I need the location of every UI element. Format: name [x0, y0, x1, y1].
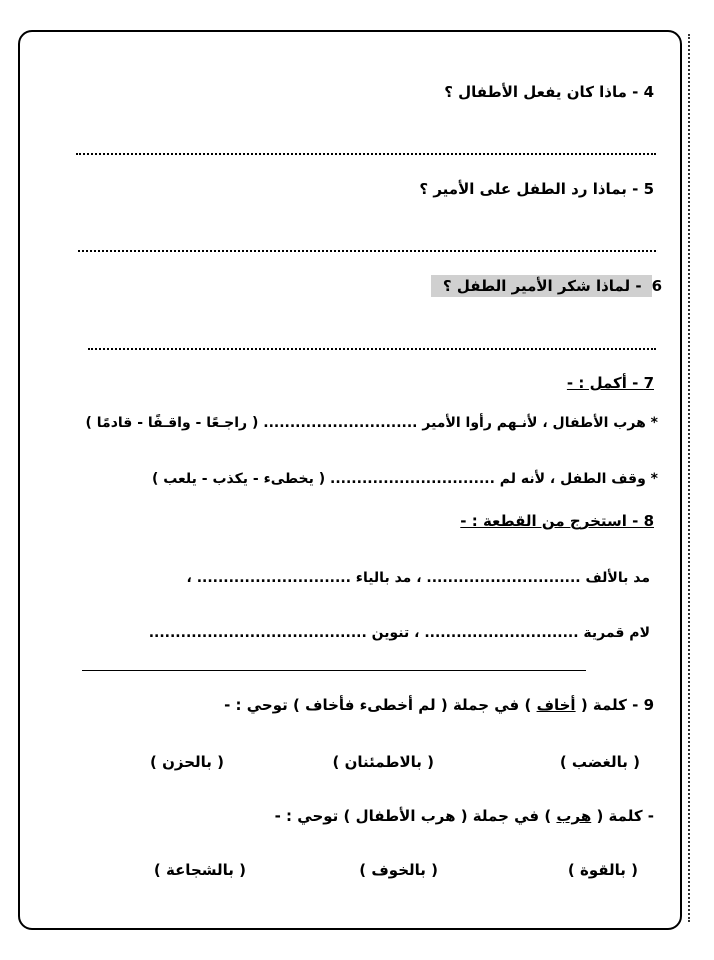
question-10-prefix: - كلمة ( — [596, 807, 654, 825]
question-9-suffix: ) في جملة ( لم أخطىء فأخاف ) توحي : - — [224, 696, 532, 714]
question-9-word: أخاف — [536, 696, 576, 714]
question-9-choice-3[interactable]: ( بالحزن ) — [150, 753, 224, 771]
question-6 — [431, 277, 662, 295]
divider-line — [82, 670, 586, 671]
question-9-prefix: 9 - كلمة ( — [580, 696, 654, 714]
question-10-choice-3[interactable]: ( بالشجاعة ) — [153, 861, 246, 879]
question-7-line-1: * هرب الأطفال ، لأنـهم رأوا الأمير ............................. ( راجـعًا - واقـفًا - قادمًا ) — [85, 415, 658, 431]
question-10 — [275, 807, 654, 825]
question-10-word: هرب — [556, 807, 592, 825]
answer-line-4[interactable] — [76, 153, 656, 155]
question-8-line-1: مد بالألف ............................. ، مد بالياء ............................. ، — [186, 570, 650, 586]
question-6-text: - لماذا شكر الأمير الطفل ؟ — [431, 275, 652, 297]
question-9 — [224, 696, 654, 714]
question-9-choice-1[interactable]: ( بالغضب ) — [559, 753, 640, 771]
answer-line-6[interactable] — [88, 348, 656, 350]
answer-line-5[interactable] — [78, 250, 656, 252]
question-8-title: 8 - استخرج من القطعة : - — [460, 512, 654, 530]
question-10-choice-2[interactable]: ( بالخوف ) — [359, 861, 438, 879]
question-6-number: 6 — [651, 277, 662, 295]
page-frame-edge — [682, 34, 690, 922]
question-10-suffix: ) في جملة ( هرب الأطفال ) توحي : - — [274, 807, 552, 825]
question-8-line-2: لام قمرية ............................. ، تنوين ......................................... — [148, 625, 650, 641]
question-5: 5 - بماذا رد الطفل على الأمير ؟ — [419, 180, 654, 198]
question-9-choice-2[interactable]: ( بالاطمئنان ) — [332, 753, 434, 771]
question-7-title: 7 - أكمل : - — [566, 374, 654, 392]
question-7-line-2: * وقف الطفل ، لأنه لم ............................... ( يخطىء - يكذب - يلعب ) — [151, 471, 658, 487]
question-10-choice-1[interactable]: ( بالقوة ) — [567, 861, 638, 879]
question-4: 4 - ماذا كان يفعل الأطفال ؟ — [444, 83, 654, 101]
